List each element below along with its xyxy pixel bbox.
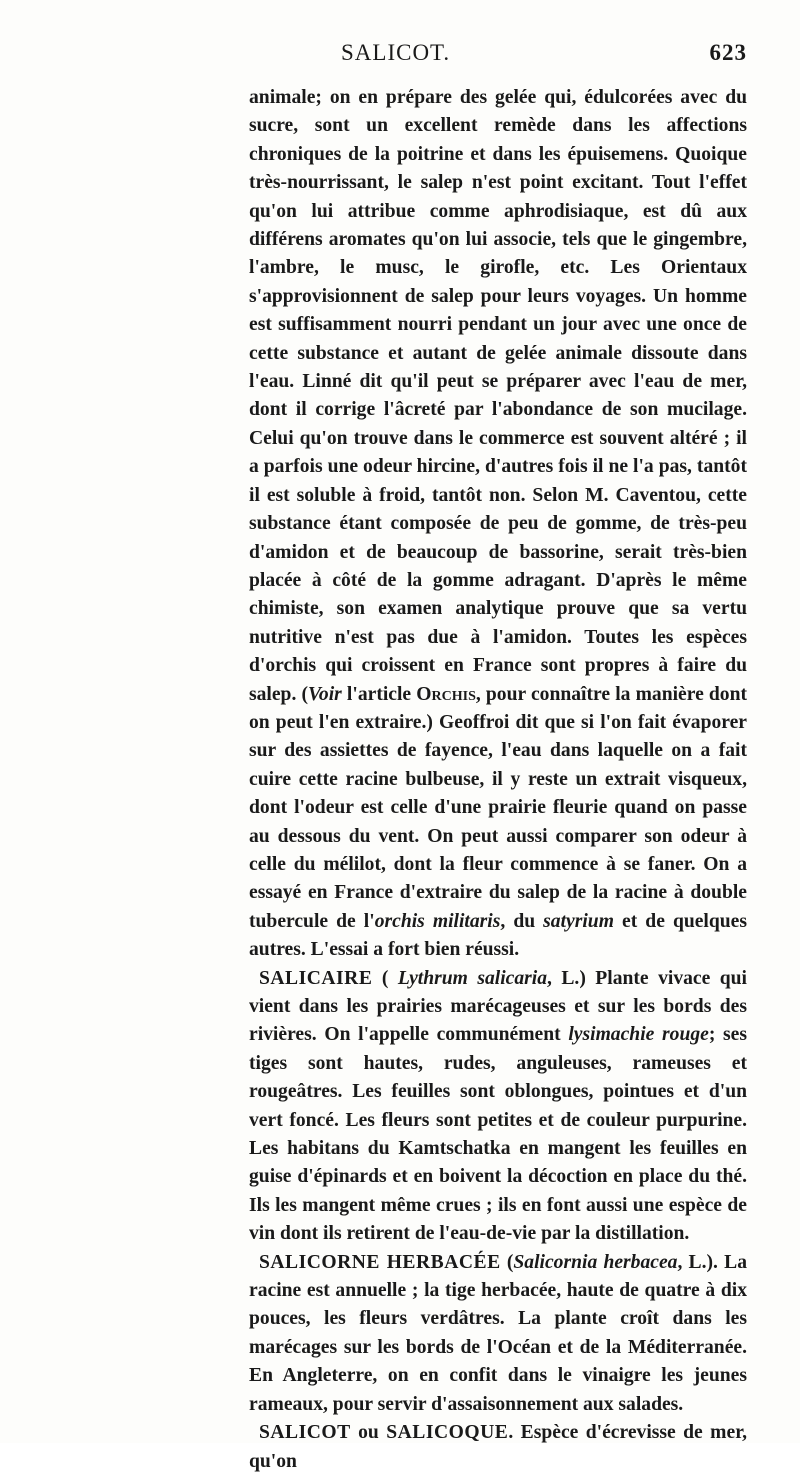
text-run: ( xyxy=(500,1251,514,1273)
entry-headword-alternate: SALICOQUE xyxy=(386,1422,509,1444)
orchis-cross-reference: Orchis xyxy=(416,683,476,705)
page-header xyxy=(249,40,747,76)
text-run: , L.) Plante vivace qui vient dans les prairies marécageuses et sur les bords des rivières. On l'appelle communément xyxy=(249,967,748,1046)
text-run: , L.). La racine est annuelle ; la tige herbacée, haute de quatre à dix pouces, les fleurs verdâtres. La plante croît dans les marécages sur les bords de l'Océan et de la Méditerranée. En Angleterre, on en confit dans le vinaigre les jeunes rameaux, pour servir d'assaisonnement aux salades. xyxy=(249,1251,747,1415)
text-run: , du xyxy=(500,910,544,932)
common-name: lysimachie rouge xyxy=(568,1024,709,1046)
text-run: , pour connaître la manière dont on peut l'en extraire.) Geoffroi dit que si l'on fait évaporer sur des assiettes de fayence, l'eau dans laquelle on a fait cuire cette racine bulbeuse, il y reste un extrait visqueux, dont l'odeur est celle d'une prairie fleurie quand on passe au dessous du vent. On peut aussi comparer son odeur à celle du mélilot, dont la fleur commence à se faner. On a essayé en France d'extraire du salep de la racine à double tubercule de l' xyxy=(249,683,748,932)
text-run: . Espèce d'écrevisse de mer, qu'on xyxy=(249,1422,747,1472)
text-run: l'article xyxy=(341,683,417,705)
text-run: ( xyxy=(372,967,398,989)
latin-name: Salicornia herbacea xyxy=(513,1251,678,1273)
text-run: ; ses tiges sont hautes, rudes, anguleuses, rameuses et rougeâtres. Les feuilles sont oblongues, pointues et d'un vert foncé. Les fleurs sont petites et de couleur purpurine. Les habitans du Kamtschatka en mangent les feuilles en guise d'épinards et en boivent la décoction en place du thé. Ils les mangent même crues ; ils en font aussi une espèce de vin dont ils retirent de l'eau-de-vie par la distillation. xyxy=(249,1024,748,1245)
text-run: ou xyxy=(350,1422,387,1444)
satyrium-name: satyrium xyxy=(543,910,614,932)
page-number: 623 xyxy=(709,40,747,65)
entry-headword: SALICORNE HERBACÉE xyxy=(259,1251,501,1273)
paragraph-salep-continued xyxy=(249,84,747,965)
text-run: animale; on en prépare des gelée qui, édulcorées avec du sucre, sont un excellent remède dans les affections chroniques de la poitrine et dans les épuisemens. Quoique très-nourrissant, le salep n'est point excitant. Tout l'effet qu'on lui attribue comme aphrodisiaque, est dû aux différens aromates qu'on lui associe, tels que le gingembre, l'ambre, le musc, le girofle, etc. Les Orientaux s'approvisionnent de salep pour leurs voyages. Un homme est suffisamment nourri pendant un jour avec une once de cette substance et autant de gelée animale dissoute dans l'eau. Linné dit qu'il peut se préparer avec l'eau de mer, dont il corrige l'âcreté par l'abondance de son mucilage. Celui qu'on trouve dans le commerce est souvent altéré ; il a parfois une odeur hircine, d'autres fois il ne l'a pas, tantôt il est soluble à froid, tantôt non. Selon M. Caventou, cette substance étant composée de peu de gomme, de très-peu d'amidon et de beaucoup de bassorine, serait très-bien placée à côté de la gomme adragant. D'après le même chimiste, son examen analytique prouve que sa vertu nutritive n'est pas due à l'amidon. Toutes les espèces d'orchis qui croissent en France sont propres à faire du salep. ( xyxy=(249,87,747,705)
voir-reference: Voir xyxy=(308,683,342,705)
entry-salicot xyxy=(249,1419,747,1476)
entry-salicaire xyxy=(249,965,747,1249)
orchis-militaris-name: orchis militaris xyxy=(374,910,501,932)
page-body xyxy=(249,84,747,1476)
running-head: SALICOT. xyxy=(341,40,451,65)
entry-headword: SALICAIRE xyxy=(259,967,373,989)
latin-name: Lythrum salicaria xyxy=(397,967,547,989)
entry-salicorne xyxy=(249,1249,747,1419)
entry-headword: SALICOT xyxy=(259,1422,351,1444)
text-run: et de quelques autres. L'essai a fort bien réussi. xyxy=(249,910,747,961)
